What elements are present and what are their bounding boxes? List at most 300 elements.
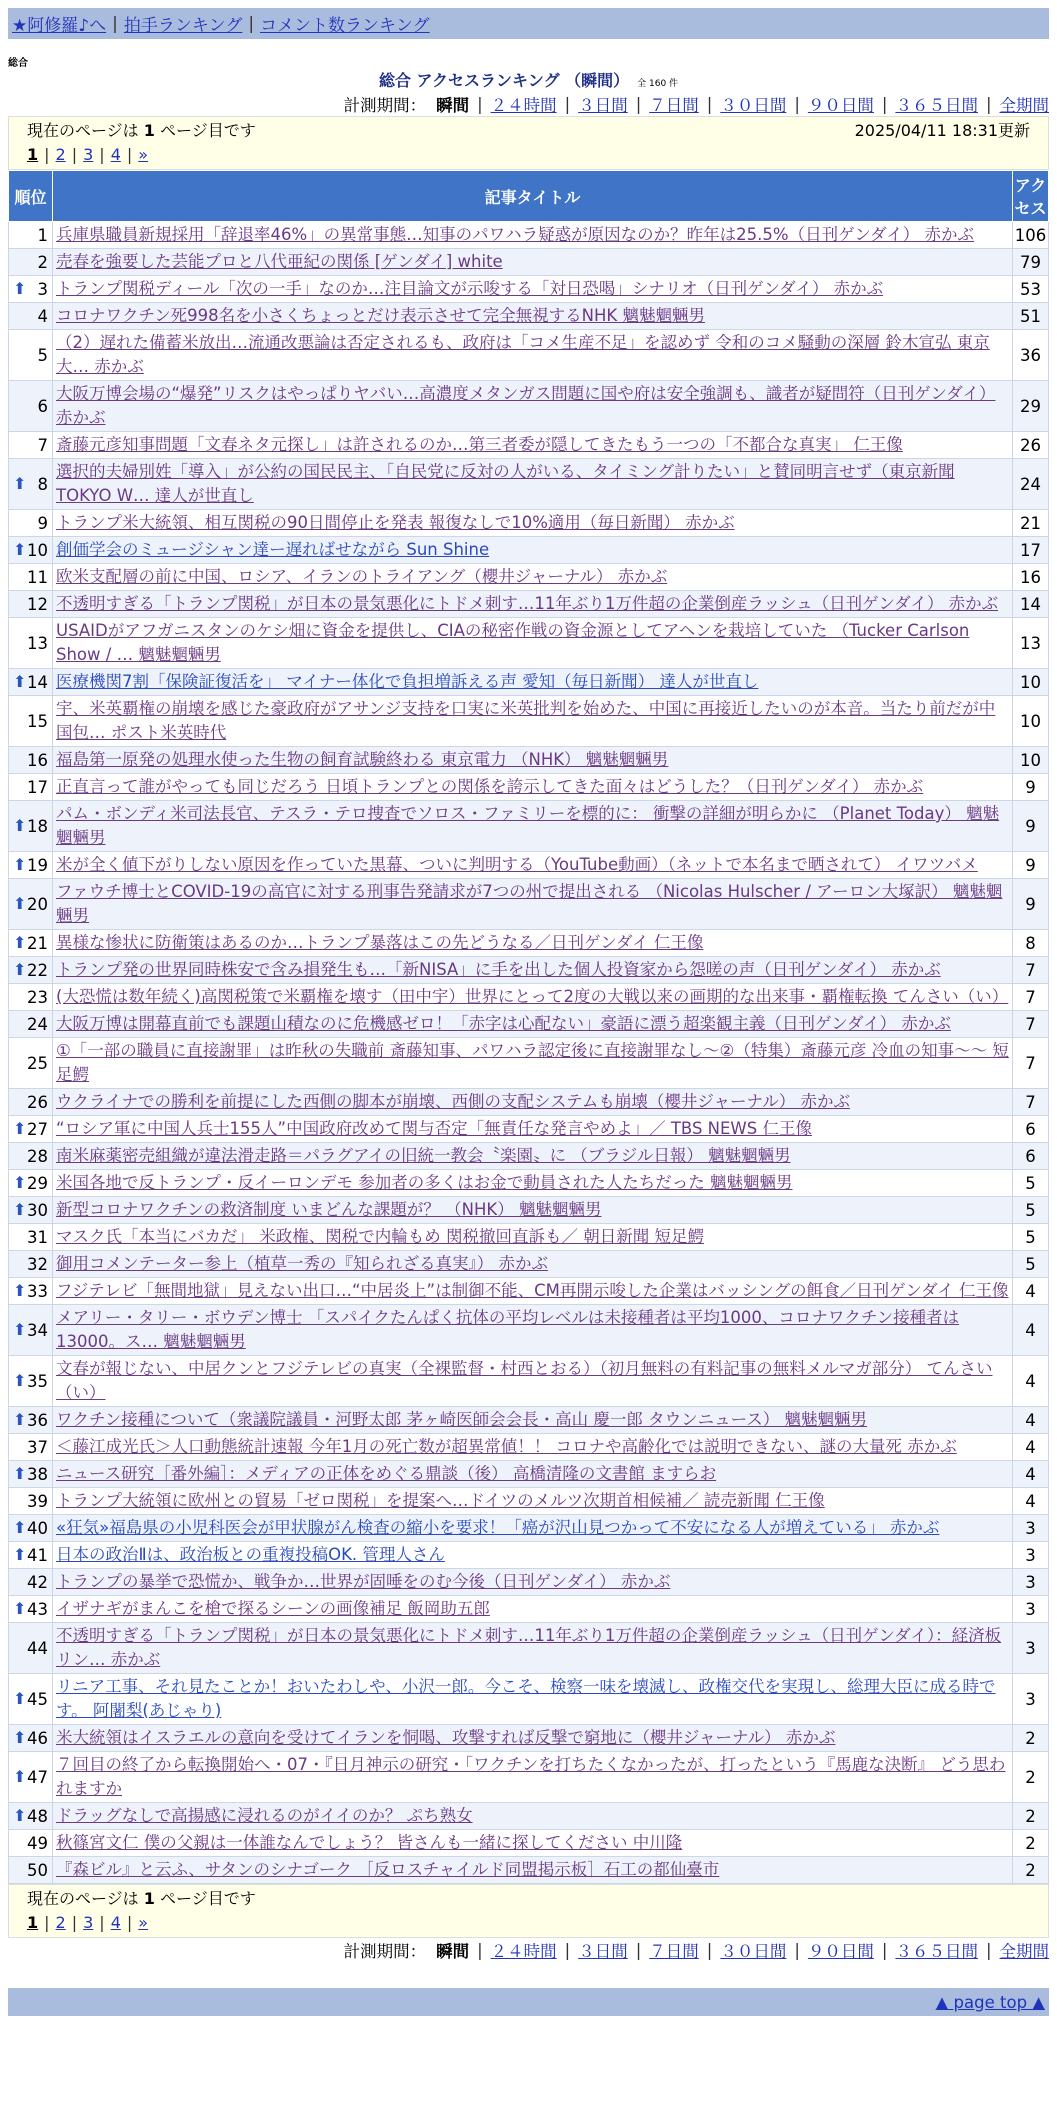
rank-cell: [9, 1857, 53, 1884]
rank-up-arrow-icon: ⬆: [13, 1599, 27, 1618]
access-count: 7: [1013, 1089, 1049, 1116]
rank-cell: [9, 1752, 53, 1803]
article-link[interactable]: 文春が報じない、中居クンとフジテレビの真実（全裸監督・村西とおる）（初月無料の有料記事の無料メルマガ部分） てんさい（い）: [56, 1359, 993, 1402]
period-link[interactable]: ３０日間: [720, 96, 787, 115]
rank-number: 41: [27, 1545, 48, 1565]
rank-number: 9: [37, 513, 48, 533]
rank-cell: [9, 381, 53, 432]
rank-number: 22: [27, 960, 48, 980]
article-link[interactable]: トランプ大統領に欧州との貿易「ゼロ関税」を提案へ…ドイツのメルツ次期首相候補／ 読売新聞 仁王像: [56, 1491, 825, 1510]
article-link[interactable]: ニュース研究［番外編］：メディアの正体をめぐる鼎談（後） 高橋清隆の文書館 ますらお: [56, 1464, 717, 1483]
access-count: 8: [1013, 930, 1049, 957]
rank-number: 38: [27, 1464, 48, 1484]
access-count: 13: [1013, 618, 1049, 669]
rank-cell: [9, 303, 53, 330]
pager-current: 1: [27, 1913, 39, 1932]
article-link[interactable]: 創価学会のミュージシャン達ー遅ればせながら Sun Shine: [56, 540, 490, 559]
rank-number: 27: [27, 1119, 48, 1139]
article-link[interactable]: USAIDがアフガニスタンのケシ畑に資金を提供し、CIAの秘密作戦の資金源としてアヘンを栽培していた （Tucker Carlson Show / … 魑魅魍魎男: [56, 621, 970, 664]
title-cell: [53, 984, 1013, 1011]
table-row: [9, 510, 1049, 537]
pager-separator: |: [44, 1913, 50, 1932]
title-cell: [53, 1011, 1013, 1038]
article-link[interactable]: 正直言って誰がやっても同じだろう 日頃トランプとの関係を誇示してきた面々はどうした？（日刊ゲンダイ） 赤かぶ: [56, 777, 924, 796]
pager-link[interactable]: 2: [55, 1913, 66, 1932]
article-link[interactable]: 兵庫県職員新規採用「辞退率46%」の異常事態…知事のパワハラ疑惑が原因なのか？昨年は25.5%（日刊ゲンダイ） 赤かぶ: [56, 225, 975, 244]
rank-up-arrow-icon: ⬆: [13, 672, 27, 691]
title-cell: [53, 1170, 1013, 1197]
article-link[interactable]: “ロシア軍に中国人兵士155人”中国政府改めて関与否定「無責任な発言やめよ」／ TBS NEWS 仁王像: [56, 1119, 812, 1138]
period-separator: |: [635, 94, 642, 114]
article-link[interactable]: 選択的夫婦別姓「導入」が公約の国民民主、「自民党に反対の人がいる、タイミング計りたい」と賛同明言せず（東京新聞 TOKYO W… 達人が世直し: [56, 462, 955, 505]
rank-cell: [9, 1143, 53, 1170]
access-count: 2: [1013, 1725, 1049, 1752]
rank-up-arrow-icon: ⬆: [13, 1689, 27, 1708]
rank-number: 50: [27, 1860, 48, 1880]
title-cell: [53, 303, 1013, 330]
title-cell: [53, 957, 1013, 984]
article-link[interactable]: ファウチ博士とCOVID-19の高官に対する刑事告発請求が7つの州で提出される （Nicolas Hulscher / アーロン大塚訳） 魑魅魍魎男: [56, 882, 1003, 925]
rank-up-arrow-icon: ⬆: [13, 1173, 27, 1192]
access-count: 26: [1013, 432, 1049, 459]
title-cell: [53, 852, 1013, 879]
article-link[interactable]: ７回目の終了から転換開始へ・07・『日月神示の研究・「ワクチンを打ちたくなかったが、打ったという『馬鹿な決断』 どう思われますか: [56, 1755, 1006, 1798]
article-link[interactable]: 欧米支配層の前に中国、ロシア、イランのトライアング（櫻井ジャーナル） 赤かぶ: [56, 567, 668, 586]
period-selector-bottom: [8, 1938, 1049, 1962]
title-cell: [53, 1803, 1013, 1830]
rank-header: 順位: [9, 171, 53, 222]
access-count: 2: [1013, 1752, 1049, 1803]
rank-cell: [9, 1356, 53, 1407]
title-cell: [53, 537, 1013, 564]
page-top-link[interactable]: ▲ page top ▲: [935, 1992, 1045, 2012]
access-count: 2: [1013, 1830, 1049, 1857]
table-row: [9, 1461, 1049, 1488]
period-link[interactable]: ３日間: [578, 1942, 628, 1961]
table-row: [9, 1725, 1049, 1752]
access-count: 10: [1013, 669, 1049, 696]
period-link[interactable]: ９０日間: [807, 1942, 874, 1961]
rank-number: 16: [27, 750, 48, 770]
table-row: [9, 1857, 1049, 1884]
rank-cell: [9, 1407, 53, 1434]
rank-cell: [9, 432, 53, 459]
rank-number: 46: [27, 1728, 48, 1748]
article-link[interactable]: 米が全く値下がりしない原因を作っていた黒幕、ついに判明する（YouTube動画）（ネットで本名まで晒されて） イワツバメ: [56, 855, 978, 874]
period-separator: |: [985, 1940, 992, 1960]
access-count: 6: [1013, 1116, 1049, 1143]
access-count: 9: [1013, 879, 1049, 930]
period-link[interactable]: ２４時間: [490, 1942, 557, 1961]
rank-cell: [9, 1224, 53, 1251]
article-link[interactable]: 宇、米英覇権の崩壊を感じた豪政府がアサンジ支持を口実に米英批判を始めた、中国に再接近したいのが本音。当たり前だが中国包… ポスト米英時代: [56, 699, 996, 742]
rank-cell: [9, 1251, 53, 1278]
access-count: 53: [1013, 276, 1049, 303]
article-link[interactable]: 御用コメンテーター参上（植草一秀の『知られざる真実』） 赤かぶ: [56, 1254, 548, 1273]
table-row: [9, 1407, 1049, 1434]
table-row: [9, 957, 1049, 984]
rank-up-arrow-icon: ⬆: [13, 933, 27, 952]
rank-number: 8: [37, 474, 48, 494]
ranking-table: [8, 170, 1049, 1884]
article-link[interactable]: 大阪万博会場の“爆発”リスクはやっぱりヤバい…高濃度メタンガス問題に国や府は安全強調も、識者が疑問符（日刊ゲンダイ） 赤かぶ: [56, 384, 996, 427]
pager-separator: |: [126, 145, 133, 164]
access-count: 14: [1013, 591, 1049, 618]
period-separator: |: [706, 94, 713, 114]
table-row: [9, 303, 1049, 330]
article-link[interactable]: ウクライナでの勝利を前提にした西側の脚本が崩壊、西側の支配システムも崩壊（櫻井ジャーナル） 赤かぶ: [56, 1092, 850, 1111]
table-row: [9, 1623, 1049, 1674]
rank-number: 39: [27, 1491, 48, 1511]
rank-number: 43: [27, 1599, 48, 1619]
rank-number: 4: [37, 306, 48, 326]
rank-number: 17: [27, 777, 48, 797]
rank-up-arrow-icon: ⬆: [13, 540, 27, 559]
table-row: [9, 747, 1049, 774]
period-separator: |: [564, 94, 571, 114]
title-cell: [53, 1305, 1013, 1356]
title-cell: [53, 747, 1013, 774]
rank-cell: [9, 1803, 53, 1830]
access-count: 4: [1013, 1278, 1049, 1305]
table-row: [9, 930, 1049, 957]
rank-number: 48: [27, 1806, 48, 1826]
article-link[interactable]: ①「一部の職員に直接謝罪」は昨秋の失職前 斎藤知事、パワハラ認定後に直接謝罪なし〜②（特集）斎藤元彦 冷血の知事〜〜 短足鰐: [56, 1041, 1009, 1084]
rank-cell: [9, 1830, 53, 1857]
rank-up-arrow-icon: ⬆: [13, 1371, 27, 1390]
access-count: 5: [1013, 1197, 1049, 1224]
period-separator: |: [794, 1940, 800, 1960]
rank-number: 35: [27, 1371, 48, 1391]
title-cell: [53, 1857, 1013, 1884]
rank-number: 3: [37, 279, 48, 299]
pager-link[interactable]: »: [138, 145, 149, 164]
rank-number: 10: [27, 540, 48, 560]
rank-up-arrow-icon: ⬆: [13, 1545, 27, 1564]
access-count: 51: [1013, 303, 1049, 330]
article-link[interactable]: 秋篠宮文仁 僕の父親は一体誰なんでしょう？ 皆さんも一緒に探してください 中川隆: [56, 1833, 683, 1852]
rank-cell: [9, 618, 53, 669]
rank-cell: [9, 801, 53, 852]
table-row: [9, 591, 1049, 618]
period-link[interactable]: ３日間: [578, 96, 628, 115]
article-link[interactable]: トランプの暴挙で恐慌か、戦争か…世界が固唾をのむ今後（日刊ゲンダイ） 赤かぶ: [56, 1572, 671, 1591]
article-link[interactable]: 『森ビル』と云ふ、サタンのシナゴーク ［反ロスチャイルド同盟掲示板］石工の都仙臺市: [56, 1860, 720, 1879]
current-page-text: 現在のページは 1 ページ目です: [27, 121, 256, 140]
rank-number: 13: [27, 633, 48, 653]
rank-cell: [9, 957, 53, 984]
article-link[interactable]: 医療機関7割「保険証復活を」 マイナー体化で負担増訴える声 愛知（毎日新聞） 達人が世直し: [56, 672, 759, 691]
rank-number: 28: [27, 1146, 48, 1166]
rank-cell: [9, 330, 53, 381]
table-row: [9, 1197, 1049, 1224]
title-cell: [53, 459, 1013, 510]
title-cell: [53, 1461, 1013, 1488]
article-link[interactable]: リニア工事、それ見たことか！おいたわしや、小沢一郎。今こそ、検察一味を壊滅し、政権交代を実現し、総理大臣に成る時です。 阿闍梨(あじゃり): [56, 1677, 996, 1720]
rank-cell: [9, 1305, 53, 1356]
article-link[interactable]: マスク氏「本当にバカだ」 米政権、関税で内輪もめ 関税撤回直訴も／ 朝日新聞 短足鰐: [56, 1227, 704, 1246]
rank-cell: [9, 1674, 53, 1725]
table-row: [9, 1038, 1049, 1089]
rank-number: 26: [27, 1092, 48, 1112]
article-link[interactable]: 日本の政治Ⅱは、政治板との重複投稿OK. 管理人さん: [56, 1545, 445, 1564]
title-cell: [53, 1623, 1013, 1674]
pager-link[interactable]: »: [138, 1913, 149, 1932]
access-count: 4: [1013, 1305, 1049, 1356]
updated-timestamp: 2025/04/11 18:31更新: [854, 121, 1030, 140]
access-count: 4: [1013, 1488, 1049, 1515]
period-link[interactable]: ３６５日間: [895, 96, 978, 115]
access-count: 5: [1013, 1251, 1049, 1278]
rank-number: 44: [27, 1638, 48, 1658]
rank-number: 11: [27, 567, 48, 587]
title-cell: [53, 564, 1013, 591]
rank-cell: [9, 1038, 53, 1089]
article-link[interactable]: 福島第一原発の処理水使った生物の飼育試験終わる 東京電力 （NHK） 魑魅魍魎男: [56, 750, 669, 769]
title-cell: [53, 1038, 1013, 1089]
table-row: [9, 1089, 1049, 1116]
rank-cell: [9, 774, 53, 801]
table-row: [9, 330, 1049, 381]
title-cell: [53, 1089, 1013, 1116]
article-link[interactable]: トランプ関税ディール「次の一手」なのか…注目論文が示唆する「対日恐喝」シナリオ（日刊ゲンダイ） 赤かぶ: [56, 279, 884, 298]
access-count: 10: [1013, 747, 1049, 774]
title-cell: [53, 774, 1013, 801]
rank-number: 25: [27, 1053, 48, 1073]
title-cell: [53, 669, 1013, 696]
article-link[interactable]: トランプ発の世界同時株安で含み損発生も…「新NISA」に手を出した個人投資家から怨嗟の声（日刊ゲンダイ） 赤かぶ: [56, 960, 941, 979]
article-link[interactable]: «狂気»福島県の小児科医会が甲状腺がん検査の縮小を要求！「癌が沢山見つかって不安になる人が増えている」 赤かぶ: [56, 1518, 940, 1537]
article-link[interactable]: 売春を強要した芸能プロと八代亜紀の関係 [ゲンダイ] white: [56, 252, 503, 271]
access-count: 7: [1013, 1011, 1049, 1038]
article-link[interactable]: 大阪万博は開幕直前でも課題山積なのに危機感ゼロ！「赤字は心配ない」豪語に漂う超楽観主義（日刊ゲンダイ） 赤かぶ: [56, 1014, 951, 1033]
article-link[interactable]: (大恐慌は数年続く)高関税策で米覇権を壊す（田中宇）世界にとって2度の大戦以来の画期的な出来事・覇権転換 てんさい（い）: [56, 987, 1009, 1006]
table-row: [9, 618, 1049, 669]
table-row: [9, 1542, 1049, 1569]
period-current: 瞬間: [436, 96, 470, 115]
rank-cell: [9, 1197, 53, 1224]
title-cell: [53, 1143, 1013, 1170]
access-count: 9: [1013, 801, 1049, 852]
access-count: 5: [1013, 1170, 1049, 1197]
title-cell: [53, 276, 1013, 303]
pager-link[interactable]: 3: [83, 1913, 94, 1932]
rank-up-arrow-icon: ⬆: [13, 1464, 27, 1483]
access-count: 17: [1013, 537, 1049, 564]
title-cell: [53, 222, 1013, 249]
article-link[interactable]: （2）遅れた備蓄米放出…流通改悪論は否定されるも、政府は「コメ生産不足」を認めず 令和のコメ騒動の深層 鈴木宣弘 東京大… 赤かぶ: [56, 333, 990, 376]
comment-ranking-link[interactable]: コメント数ランキング: [260, 16, 430, 36]
article-link[interactable]: 不透明すぎる「トランプ関税」が日本の景気悪化にトドメ刺す…11年ぶり1万件超の企業倒産ラッシュ（日刊ゲンダイ） 赤かぶ: [56, 594, 999, 613]
rank-number: 12: [27, 594, 48, 614]
access-count: 3: [1013, 1515, 1049, 1542]
rank-cell: [9, 984, 53, 1011]
access-count: 36: [1013, 330, 1049, 381]
article-link[interactable]: メアリー・タリー・ボウデン博士 「スパイクたんぱく抗体の平均レベルは未接種者は平均1000、コロナワクチン接種者は13000。ス… 魑魅魍魎男: [56, 1308, 960, 1351]
rank-number: 6: [37, 396, 48, 416]
title-cell: [53, 879, 1013, 930]
rank-cell: [9, 276, 53, 303]
period-link[interactable]: ３０日間: [720, 1942, 787, 1961]
period-link[interactable]: ３６５日間: [895, 1942, 978, 1961]
table-row: [9, 1830, 1049, 1857]
table-row: [9, 1674, 1049, 1725]
rank-number: 24: [27, 1014, 48, 1034]
table-row: [9, 1569, 1049, 1596]
rank-number: 20: [27, 894, 48, 914]
title-cell: [53, 1674, 1013, 1725]
article-link[interactable]: 斎藤元彦知事問題「文春ネタ元探し」は許されるのか…第三者委が隠してきたもう一つの「不都合な真実」 仁王像: [56, 435, 903, 454]
rank-up-arrow-icon: ⬆: [13, 1320, 27, 1339]
table-row: [9, 1434, 1049, 1461]
page-info-top: [8, 116, 1049, 170]
rank-number: 30: [27, 1200, 48, 1220]
table-row: [9, 432, 1049, 459]
rank-cell: [9, 510, 53, 537]
rank-up-arrow-icon: ⬆: [13, 279, 27, 298]
title-cell: [53, 1515, 1013, 1542]
article-link[interactable]: ワクチン接種について（衆議院議員・河野太郎 茅ヶ崎医師会会長・高山 慶一郎 タウンニュース） 魑魅魍魎男: [56, 1410, 867, 1429]
rank-number: 1: [37, 225, 48, 245]
period-label: 計測期間：: [343, 1942, 427, 1961]
table-row: [9, 249, 1049, 276]
table-row: [9, 1143, 1049, 1170]
title-cell: [53, 1278, 1013, 1305]
article-link[interactable]: トランプ米大統領、相互関税の90日間停止を発表 報復なしで10%適用（毎日新聞） 赤かぶ: [56, 513, 735, 532]
period-separator: |: [706, 1940, 713, 1960]
article-link[interactable]: コロナワクチン死998名を小さくちょっとだけ表示させて完全無視するNHK 魑魅魍魎男: [56, 306, 705, 325]
pager-link[interactable]: 3: [83, 145, 94, 164]
pager-bottom: [27, 1911, 1030, 1935]
period-label: 計測期間：: [343, 96, 427, 115]
rank-up-arrow-icon: ⬆: [13, 894, 27, 913]
table-row: [9, 1356, 1049, 1407]
rank-number: 40: [27, 1518, 48, 1538]
article-link[interactable]: イザナギがまんこを槍で探るシーンの画像補足 飯岡助五郎: [56, 1599, 490, 1618]
access-count: 3: [1013, 1596, 1049, 1623]
article-link[interactable]: 新型コロナワクチンの救済制度 いまどんな課題が？ （NHK） 魑魅魍魎男: [56, 1200, 602, 1219]
table-row: [9, 1803, 1049, 1830]
rank-cell: [9, 1011, 53, 1038]
period-separator: |: [985, 94, 992, 114]
pager-link[interactable]: 4: [110, 1913, 121, 1932]
rank-cell: [9, 222, 53, 249]
access-header: アクセス: [1013, 171, 1049, 222]
title-cell: [53, 1569, 1013, 1596]
access-count: 2: [1013, 1857, 1049, 1884]
rank-number: 47: [27, 1767, 48, 1787]
title-cell: [53, 510, 1013, 537]
rank-cell: [9, 696, 53, 747]
period-link[interactable]: ２４時間: [490, 96, 557, 115]
access-count: 3: [1013, 1542, 1049, 1569]
access-count: 3: [1013, 1623, 1049, 1674]
access-count: 7: [1013, 1038, 1049, 1089]
title-cell: [53, 249, 1013, 276]
table-row: [9, 1305, 1049, 1356]
rank-cell: [9, 537, 53, 564]
title-cell: [53, 1434, 1013, 1461]
article-link[interactable]: ドラッグなしで高揚感に浸れるのがイイのか？ ぷち熟女: [56, 1806, 473, 1825]
access-count: 4: [1013, 1356, 1049, 1407]
table-row: [9, 1116, 1049, 1143]
pager-link[interactable]: 4: [110, 145, 121, 164]
article-link[interactable]: 米国各地で反トランプ・反イーロンデモ 参加者の多くはお金で動員された人たちだった 魑魅魍魎男: [56, 1173, 793, 1192]
period-link[interactable]: 全期間: [999, 96, 1049, 115]
title-cell: [53, 801, 1013, 852]
title-cell: [53, 1488, 1013, 1515]
nav-separator: |: [112, 13, 118, 34]
table-row: [9, 1515, 1049, 1542]
article-link[interactable]: 米大統領はイスラエルの意向を受けてイランを恫喝、攻撃すれば反撃で窮地に（櫻井ジャーナル） 赤かぶ: [56, 1728, 836, 1747]
period-separator: |: [794, 94, 800, 114]
rank-up-arrow-icon: ⬆: [13, 1728, 27, 1747]
title-header: 記事タイトル: [53, 171, 1013, 222]
article-link[interactable]: パム・ボンディ米司法長官、テスラ・テロ捜査でソロス・ファミリーを標的に： 衝撃の詳細が明らかに （Planet Today） 魑魅魍魎男: [56, 804, 1000, 847]
pager-separator: |: [99, 145, 105, 164]
page-title: [8, 70, 1049, 92]
home-link[interactable]: ★阿修羅♪へ: [12, 16, 107, 36]
period-link[interactable]: ７日間: [649, 96, 699, 115]
access-count: 4: [1013, 1407, 1049, 1434]
access-count: 29: [1013, 381, 1049, 432]
rank-cell: [9, 1278, 53, 1305]
title-cell: [53, 1752, 1013, 1803]
rank-cell: [9, 1488, 53, 1515]
table-row: [9, 1251, 1049, 1278]
rank-up-arrow-icon: ⬆: [13, 1119, 27, 1138]
rank-cell: [9, 591, 53, 618]
pager-link[interactable]: 2: [55, 145, 66, 164]
rank-cell: [9, 459, 53, 510]
rank-up-arrow-icon: ⬆: [13, 1281, 27, 1300]
rank-number: 21: [27, 933, 48, 953]
period-link[interactable]: ７日間: [649, 1942, 699, 1961]
nav-separator: |: [248, 13, 255, 34]
rank-cell: [9, 669, 53, 696]
rank-number: 23: [27, 987, 48, 1007]
pager-separator: |: [71, 1913, 78, 1932]
rank-number: 2: [37, 252, 48, 272]
title-cell: [53, 696, 1013, 747]
period-link[interactable]: 全期間: [999, 1942, 1049, 1961]
article-link[interactable]: 異様な惨状に防衛策はあるのか…トランプ暴落はこの先どうなる／日刊ゲンダイ 仁王像: [56, 933, 704, 952]
rank-cell: [9, 564, 53, 591]
applause-ranking-link[interactable]: 拍手ランキング: [123, 16, 243, 36]
access-count: 79: [1013, 249, 1049, 276]
period-separator: |: [564, 1940, 571, 1960]
rank-number: 33: [27, 1281, 48, 1301]
table-row: [9, 537, 1049, 564]
access-count: 7: [1013, 957, 1049, 984]
title-cell: [53, 1596, 1013, 1623]
table-row: [9, 696, 1049, 747]
rank-cell: [9, 1461, 53, 1488]
article-link[interactable]: 不透明すぎる「トランプ関税」が日本の景気悪化にトドメ刺す…11年ぶり1万件超の企業倒産ラッシュ（日刊ゲンダイ）：経済板リン… 赤かぶ: [56, 1626, 1002, 1669]
ranking-title: 総合 アクセスランキング （瞬間）: [378, 71, 630, 90]
table-row: [9, 774, 1049, 801]
period-link[interactable]: ９０日間: [807, 96, 874, 115]
table-row: [9, 1752, 1049, 1803]
pager-separator: |: [71, 145, 78, 164]
article-link[interactable]: ＜藤江成光氏＞人口動態統計速報 今年1月の死亡数が超異常値！！ コロナや高齢化では説明できない、謎の大量死 赤かぶ: [56, 1437, 957, 1456]
title-cell: [53, 930, 1013, 957]
rank-number: 31: [27, 1227, 48, 1247]
access-count: 5: [1013, 1224, 1049, 1251]
article-link[interactable]: フジテレビ「無間地獄」見えない出口…“中居炎上”は制御不能、CM再開示唆した企業はバッシングの餌食／日刊ゲンダイ 仁王像: [56, 1281, 1009, 1300]
article-link[interactable]: 南米麻薬密売組織が違法滑走路＝パラグアイの旧統一教会〝楽園〟に （ブラジル日報） 魑魅魍魎男: [56, 1146, 791, 1165]
rank-up-arrow-icon: ⬆: [13, 1767, 27, 1786]
